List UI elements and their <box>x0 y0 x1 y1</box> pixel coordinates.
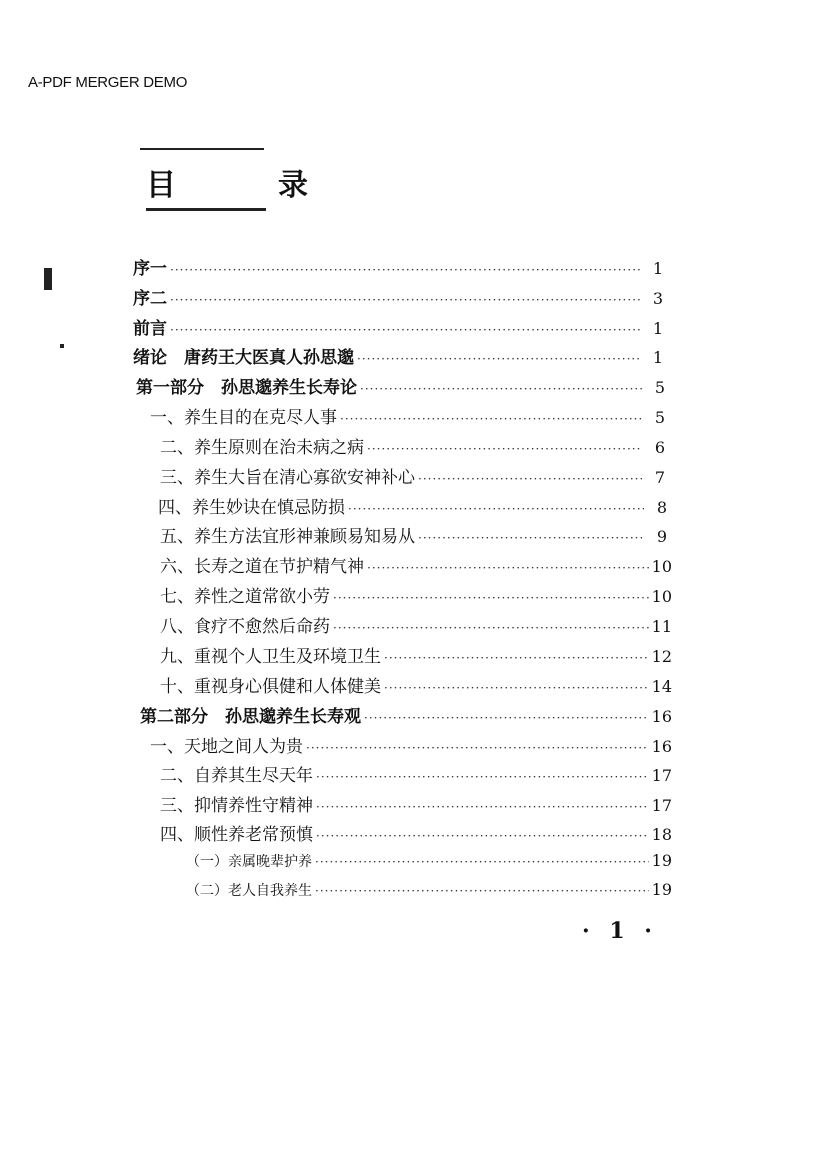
toc-entry-label: 前言 <box>133 319 167 339</box>
toc-entry[interactable] <box>150 732 672 760</box>
leader-dots <box>316 770 649 784</box>
leader-dots <box>170 263 640 277</box>
toc-entry[interactable] <box>160 761 672 789</box>
toc-entry-label: 三、养生大旨在清心寡欲安神补心 <box>160 468 415 488</box>
toc-entry-label: 第一部分 孙思邈养生长寿论 <box>136 378 357 398</box>
leader-dots <box>306 741 649 755</box>
scan-speck <box>44 268 52 290</box>
toc-entry[interactable] <box>140 702 672 730</box>
toc-entry-label: 四、养生妙诀在慎忌防损 <box>158 498 345 518</box>
toc-entry-page: 18 <box>651 825 672 844</box>
toc-entry[interactable] <box>160 820 672 848</box>
toc-entry-page: 12 <box>651 647 672 666</box>
toc-entry-label: 九、重视个人卫生及环境卫生 <box>160 647 381 667</box>
toc-entry-label: 第二部分 孙思邈养生长寿观 <box>140 707 361 727</box>
toc-entry[interactable] <box>150 403 665 431</box>
page-title: 目 录 <box>146 168 344 203</box>
toc-entry-page: 17 <box>651 796 672 815</box>
toc-entry[interactable] <box>160 612 672 640</box>
leader-dots <box>333 591 649 605</box>
toc-entry-page: 17 <box>651 766 672 785</box>
leader-dots <box>316 800 649 814</box>
leader-dots <box>418 531 644 545</box>
toc-entry[interactable] <box>160 642 672 670</box>
title-rule-top <box>140 148 264 150</box>
toc-entry-page: 8 <box>656 498 667 517</box>
toc-entry[interactable] <box>160 582 672 610</box>
leader-dots <box>170 293 640 307</box>
toc-entry[interactable] <box>133 284 663 312</box>
toc-entry-label: （一）亲属晚辈护养 <box>186 854 312 870</box>
watermark: A-PDF MERGER DEMO <box>28 74 188 91</box>
leader-dots <box>315 884 649 898</box>
title-rule-bottom <box>146 208 266 211</box>
leader-dots <box>333 621 649 635</box>
toc-subentry[interactable] <box>186 851 672 879</box>
toc-entry-page: 11 <box>651 617 672 636</box>
toc-entry-page: 6 <box>654 438 665 457</box>
toc-entry-page: 7 <box>654 468 665 487</box>
leader-dots <box>364 711 649 725</box>
toc-entry-label: 七、养性之道常欲小劳 <box>160 587 330 607</box>
toc-entry-page: 1 <box>652 348 663 367</box>
leader-dots <box>170 323 640 337</box>
toc-entry-page: 19 <box>651 851 672 870</box>
toc-entry-page: 9 <box>656 527 667 546</box>
leader-dots <box>418 472 642 486</box>
toc-entry-label: 三、抑情养性守精神 <box>160 796 313 816</box>
toc-entry[interactable] <box>160 463 665 491</box>
leader-dots <box>357 352 640 366</box>
toc-entry[interactable] <box>160 522 667 550</box>
toc-entry-page: 10 <box>651 557 672 576</box>
scan-speck <box>60 344 64 348</box>
toc-entry-label: 序一 <box>133 259 167 279</box>
leader-dots <box>367 561 649 575</box>
toc-entry-page: 1 <box>652 259 663 278</box>
toc-entry-label: 六、长寿之道在节护精气神 <box>160 557 364 577</box>
toc-entry-label: 一、养生目的在克尽人事 <box>150 408 337 428</box>
toc-entry-label: 十、重视身心俱健和人体健美 <box>160 677 381 697</box>
toc-entry-page: 5 <box>654 408 665 427</box>
toc-entry[interactable] <box>133 254 663 282</box>
leader-dots <box>360 382 642 396</box>
toc-entry[interactable] <box>133 343 663 371</box>
toc-entry-label: 绪论 唐药王大医真人孙思邈 <box>133 348 354 368</box>
toc-entry-page: 1 <box>652 319 663 338</box>
leader-dots <box>340 412 642 426</box>
toc-entry[interactable] <box>160 552 672 580</box>
toc-entry-label: 二、自养其生尽天年 <box>160 766 313 786</box>
toc-entry[interactable] <box>160 791 672 819</box>
toc-entry-label: 一、天地之间人为贵 <box>150 737 303 757</box>
page-number: · 1 · <box>582 918 658 944</box>
leader-dots <box>315 855 649 869</box>
leader-dots <box>384 651 649 665</box>
toc-entry[interactable] <box>160 433 665 461</box>
toc-entry-label: 序二 <box>133 289 167 309</box>
toc-entry[interactable] <box>136 373 665 401</box>
toc-entry-label: 二、养生原则在治未病之病 <box>160 438 364 458</box>
toc-entry-page: 3 <box>652 289 663 308</box>
leader-dots <box>316 829 649 843</box>
leader-dots <box>367 442 642 456</box>
toc-entry-page: 16 <box>651 707 672 726</box>
toc-entry-page: 19 <box>651 880 672 899</box>
toc-entry-label: 五、养生方法宜形神兼顾易知易从 <box>160 527 415 547</box>
toc-subentry[interactable] <box>186 880 672 908</box>
toc-entry-page: 14 <box>651 677 672 696</box>
leader-dots <box>348 502 644 516</box>
toc-entry-label: （二）老人自我养生 <box>186 883 312 899</box>
toc-entry[interactable] <box>160 672 672 700</box>
toc-entry-page: 5 <box>654 378 665 397</box>
toc-entry-page: 16 <box>651 737 672 756</box>
toc-entry[interactable] <box>158 493 667 521</box>
toc-entry-label: 四、顺性养老常预慎 <box>160 825 313 845</box>
toc-entry[interactable] <box>133 314 663 342</box>
toc-entry-page: 10 <box>651 587 672 606</box>
leader-dots <box>384 681 649 695</box>
toc-entry-label: 八、食疗不愈然后命药 <box>160 617 330 637</box>
